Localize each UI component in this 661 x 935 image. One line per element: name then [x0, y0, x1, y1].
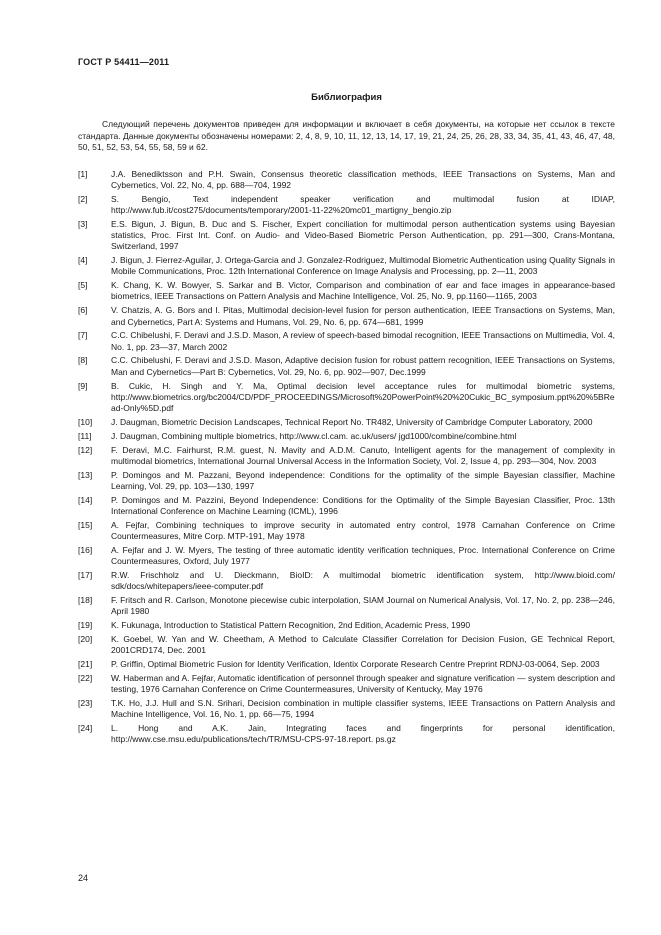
reference-text: V. Chatzis, A. G. Bors and I. Pitas, Multimodal decision-level fusion for person authentication, IEEE Transactions on Systems, Man, and Cybernetics, Part A: Systems and Humans, Vol. 29, No. 6, pp. 674—681, 1999: [111, 305, 615, 327]
reference-text: P. Domingos and M. Pazzani, Beyond independence: Conditions for the optimality of the simple Bayesian classifier, Machine Learning, Vol. 29, pp. 103—130, 1997: [111, 469, 615, 491]
reference-text: C.C. Chibelushi, F. Deravi and J.S.D. Mason, Adaptive decision fusion for robust pattern recognition, IEEE Transactions on Systems, Man and Cybernetics—Part B: Cybernetics, Vol. 29, No. 6, pp. 902—907, Dec.1999: [111, 355, 615, 377]
reference-text: J.A. Benediktsson and P.H. Swain, Consensus theoretic classification methods, IEEE Transactions on Systems, Man and Cybernetics, Vol. 22, No. 4, pp. 688—704, 1992: [111, 168, 615, 190]
reference-number: [23]: [78, 697, 93, 708]
reference-item: [78, 495, 615, 518]
reference-item: [78, 445, 615, 468]
reference-number: [9]: [78, 380, 88, 391]
reference-item: [78, 169, 615, 192]
reference-text: W. Haberman and A. Fejfar, Automatic identification of personnel through speaker and signature verification — system description and testing, 1976 Carnahan Conference on Crime Countermeasures, University of Kentucky, May 1976: [111, 672, 615, 695]
reference-number: [13]: [78, 469, 93, 480]
reference-text: K. Goebel, W. Yan and W. Cheetham, A Method to Calculate Classifier Correlation for Decision Fusion, GE Technical Report, 2001CRD174, Dec. 2001: [111, 633, 615, 656]
reference-item: [78, 431, 615, 442]
section-title: Библиография: [311, 92, 382, 103]
reference-text: P. Domingos and M. Pazzini, Beyond Independence: Conditions for the Optimality of the Simple Bayesian Classifier, Proc. 13th International Conference on Machine Learning (ICML), 1996: [111, 494, 615, 517]
reference-number: [11]: [78, 430, 92, 441]
reference-item: [78, 570, 615, 593]
document-header: ГОСТ Р 54411—2011: [78, 57, 170, 67]
reference-number: [1]: [78, 168, 88, 179]
reference-item: [78, 673, 615, 696]
reference-number: [4]: [78, 255, 88, 266]
page-number: 24: [78, 873, 89, 883]
reference-number: [18]: [78, 595, 93, 606]
reference-item: [78, 520, 615, 543]
reference-item: [78, 280, 615, 303]
reference-number: [10]: [78, 416, 93, 427]
reference-item: [78, 634, 615, 657]
reference-text: J. Daugman, Combining multiple biometrics, http://www.cl.cam. ac.uk/users/ jgd1000/combine/combine.html: [111, 430, 517, 441]
reference-text: J. Bigun, J. Fierrez-Aguilar, J. Ortega-Garcia and J. Gonzalez-Rodriguez, Multimodal Biometric Authentication using Quality Signals in Mobile Communications, Proc. 12th International Conference on Image Analysis and Processing, pp. 2—11, 2003: [111, 255, 615, 277]
reference-number: [3]: [78, 218, 88, 229]
reference-item: [78, 330, 615, 353]
reference-item: [78, 219, 615, 253]
reference-number: [5]: [78, 280, 88, 291]
reference-text: A. Fejfar and J. W. Myers, The testing of three automatic identity verification techniques, Proc. International Conference on Crime Countermeasures, Oxford, July 1977: [111, 544, 615, 567]
reference-text: K. Fukunaga, Introduction to Statistical Pattern Recognition, 2nd Edition, Academic Press, 1990: [111, 620, 471, 631]
reference-item: [78, 470, 615, 493]
reference-number: [6]: [78, 305, 88, 316]
reference-text: K. Chang, K. W. Bowyer, S. Sarkar and B. Victor, Comparison and combination of ear and face images in appearance-based biometrics, IEEE Transactions on Pattern Analysis and Machine Intelligence, Vol. 25, No. 9, pp.1160—1165, 2003: [111, 280, 615, 302]
reference-list: [78, 169, 615, 746]
reference-text: R.W. Frischholz and U. Dieckmann, BioID: A multimodal biometric identification system, http://www.bioid.com/ sdk/docs/whitepapers/ieee-computer.pdf: [111, 570, 615, 592]
reference-number: [16]: [78, 544, 93, 555]
reference-number: [15]: [78, 519, 93, 530]
reference-number: [2]: [78, 193, 88, 204]
reference-item: [78, 620, 615, 631]
reference-item: [78, 355, 615, 378]
reference-number: [21]: [78, 659, 93, 670]
reference-text: E.S. Bigun, J. Bigun, B. Duc and S. Fischer, Expert conciliation for multimodal person authentication systems using Bayesian statistics, Proc. First Int. Conf. on Audio- and Video-Based Biometric Person Authentication, pp. 291—300, Crans-Montana, Switzerland, 1997: [111, 218, 615, 252]
reference-text: J. Daugman, Biometric Decision Landscapes, Technical Report No. TR482, University of Cambridge Computer Laboratory, 2000: [111, 416, 593, 427]
intro-paragraph: Следующий перечень документов приведен для информации и включает в себя документы, на которые нет ссылок в тексте стандарта. Данные документы обозначены номерами: 2, 4, 8, 9, 10, 11, 12, 13, 14, 17, 19, 21, 24, 25, 26, 28, 33, 34, 35, 41, 43, 46, 47, 48, 50, 51, 52, 53, 54, 55, 58, 59 и 62.: [78, 119, 615, 152]
reference-item: [78, 659, 615, 670]
reference-item: [78, 255, 615, 278]
reference-item: [78, 381, 615, 415]
reference-text: P. Griffin, Optimal Biometric Fusion for Identity Verification, Identix Corporate Research Centre Preprint RDNJ-03-0064, Sep. 2003: [111, 659, 600, 670]
reference-number: [24]: [78, 723, 93, 734]
reference-number: [17]: [78, 570, 93, 580]
reference-text: S. Bengio, Text independent speaker verification and multimodal fusion at IDIAP, http://www.fub.it/cost275/documents/temporary/2001-11-22%20mc01_martigny_bengio.zip: [111, 193, 615, 215]
reference-item: [78, 305, 615, 328]
reference-number: [19]: [78, 620, 93, 631]
reference-item: [78, 698, 615, 721]
reference-number: [20]: [78, 633, 93, 644]
reference-text: C.C. Chibelushi, F. Deravi and J.S.D. Mason, A review of speech-based bimodal recognition, IEEE Transactions on Multimedia, Vol. 4, No. 1, pp. 23—37, March 2002: [111, 330, 615, 352]
reference-number: [22]: [78, 672, 93, 683]
reference-text: T.K. Ho, J.J. Hull and S.N. Srihari, Decision combination in multiple classifier systems, IEEE Transactions on Pattern Analysis and Machine Intelligence, Vol. 16, No. 1, pp. 66—75, 1994: [111, 697, 615, 720]
reference-item: [78, 417, 615, 428]
reference-item: [78, 194, 615, 217]
reference-text: F. Fritsch and R. Carlson, Monotone piecewise cubic interpolation, SIAM Journal on Numerical Analysis, Vol. 17, No. 2, pp. 238—246, April 1980: [111, 595, 615, 617]
reference-number: [8]: [78, 355, 88, 366]
reference-item: [78, 595, 615, 618]
reference-number: [14]: [78, 494, 93, 505]
reference-text: F. Deravi, M.C. Fairhurst, R.M. guest, N. Mavity and A.D.M. Canuto, Intelligent agents for the management of complexity in multimodal biometrics, International Journal Universal Access in the Information Society, Vol. 2, Issue 4, pp. 293—304, Nov. 2003: [111, 444, 615, 466]
reference-text: L. Hong and A.K. Jain, Integrating faces and fingerprints for personal identification, http://www.cse.msu.edu/publications/tech/TR/MSU-CPS-97-18.report. ps.gz: [111, 723, 615, 745]
reference-text: B. Cukic, H. Singh and Y. Ma, Optimal decision level acceptance rules for multimodal biometric systems, http://www.biometrics.org/bc2004/CD/PDF_PROCEEDINGS/Microsoft%20PowerPoint%20%20Cukic_BC_symposium.ppt%20%5BRead-Only%5D.pdf: [111, 380, 615, 414]
reference-text: A. Fejfar, Combining techniques to improve security in automated entry control, 1978 Carnahan Conference on Crime Countermeasures, Mitre Corp. MTP-191, May 1978: [111, 519, 615, 542]
reference-item: [78, 723, 615, 746]
reference-item: [78, 545, 615, 568]
reference-number: [7]: [78, 330, 88, 341]
reference-number: [12]: [78, 444, 93, 455]
